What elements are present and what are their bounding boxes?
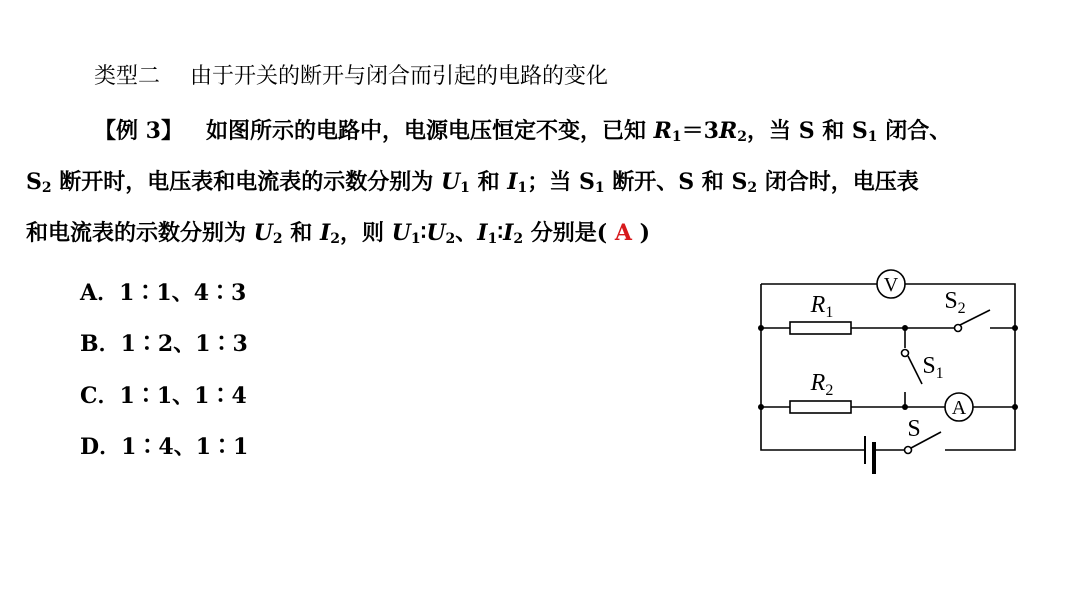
text-run: ∶ — [420, 220, 427, 246]
option-c[interactable] — [80, 379, 247, 410]
subscript: 2 — [747, 180, 758, 196]
variable: U — [440, 169, 461, 195]
text-run: 闭合、 — [877, 118, 952, 144]
junction-dot — [902, 404, 908, 410]
text-run: 断开时，电压表和电流表的示数分别为 — [51, 169, 441, 195]
r2-label: $R_2$ — [810, 370, 834, 399]
text-run: 、 — [455, 220, 478, 246]
option-letter: B． — [80, 331, 121, 357]
switch-s1-blade — [908, 356, 922, 384]
problem-line-1 — [94, 120, 951, 144]
option-text: 1∶4、1∶1 — [121, 434, 249, 460]
option-d[interactable] — [80, 430, 248, 461]
text-run: ，当 S 和 S — [747, 118, 868, 144]
variable: I — [477, 220, 488, 246]
subscript: 2 — [737, 129, 748, 145]
s1-label: $S_1$ — [922, 353, 944, 382]
switch-s1-pivot — [902, 350, 909, 357]
junction-dot — [758, 325, 764, 331]
answer: A — [607, 220, 640, 246]
option-b[interactable] — [80, 327, 248, 358]
subscript: 1 — [594, 180, 605, 196]
text-run: ，则 — [339, 220, 392, 246]
subscript: 2 — [513, 231, 524, 247]
variable: I — [507, 169, 518, 195]
junction-dot — [1012, 325, 1018, 331]
variable: R — [718, 118, 738, 144]
s-label: S — [907, 416, 921, 442]
option-text: 1∶1、1∶4 — [119, 383, 247, 409]
text-run: 分别是( — [523, 220, 608, 246]
subscript: 1 — [867, 129, 878, 145]
problem-text-3 — [26, 220, 650, 246]
s2-label: $S_2$ — [944, 288, 966, 317]
option-a[interactable] — [80, 276, 246, 307]
section-type: 类型二 — [94, 64, 161, 89]
subscript: 2 — [272, 231, 283, 247]
text-run: S — [26, 169, 42, 195]
variable: U — [426, 220, 446, 246]
option-text: 1∶2、1∶3 — [120, 331, 248, 357]
variable: U — [253, 220, 273, 246]
variable: R — [653, 118, 672, 144]
subscript: 2 — [445, 231, 456, 247]
subscript: 2 — [330, 231, 340, 247]
resistor-r1 — [790, 322, 851, 334]
text-run: 断开、S 和 S — [604, 169, 748, 195]
subscript: 1 — [517, 180, 528, 196]
text-run: 和 — [469, 169, 508, 195]
junction-dot — [1012, 404, 1018, 410]
wire-right — [945, 328, 1015, 450]
subscript: 1 — [487, 231, 498, 247]
option-letter: C． — [80, 383, 120, 409]
text-run: 闭合时，电压表 — [757, 169, 919, 195]
problem-text-1 — [206, 118, 951, 144]
subscript: 1 — [460, 180, 470, 196]
subscript: 2 — [41, 180, 52, 196]
resistor-r2 — [790, 401, 851, 413]
option-letter: A． — [80, 280, 120, 306]
section-text: 由于开关的断开与闭合而引起的电路的变化 — [190, 64, 609, 89]
text-run: 和 — [282, 220, 320, 246]
ammeter-label: A — [951, 397, 967, 419]
option-letter: D． — [80, 434, 122, 460]
option-text: 1∶1、4∶3 — [119, 280, 247, 306]
circuit-diagram — [750, 262, 1030, 482]
problem-text-2 — [26, 169, 919, 195]
problem-line-2 — [26, 171, 919, 195]
text-run: 如图所示的电路中，电源电压恒定不变，已知 — [205, 118, 654, 144]
voltmeter-label: V — [883, 274, 899, 296]
variable: U — [391, 220, 411, 246]
text-run: ＝3 — [681, 118, 719, 144]
subscript: 1 — [410, 231, 421, 247]
junction-dot — [758, 404, 764, 410]
junction-dot — [902, 325, 908, 331]
section-title — [94, 66, 608, 88]
text-run: ∶ — [497, 220, 504, 246]
variable: I — [319, 220, 331, 246]
variable: I — [503, 220, 514, 246]
r1-label: $R_1$ — [810, 292, 834, 321]
text-run: 和电流表的示数分别为 — [26, 220, 254, 246]
example-label: 【例 3】 — [94, 118, 183, 144]
problem-line-3 — [26, 222, 650, 246]
switch-s-pivot — [905, 447, 912, 454]
text-run: ) — [639, 220, 650, 246]
text-run: ；当 S — [527, 169, 595, 195]
subscript: 1 — [671, 129, 682, 145]
